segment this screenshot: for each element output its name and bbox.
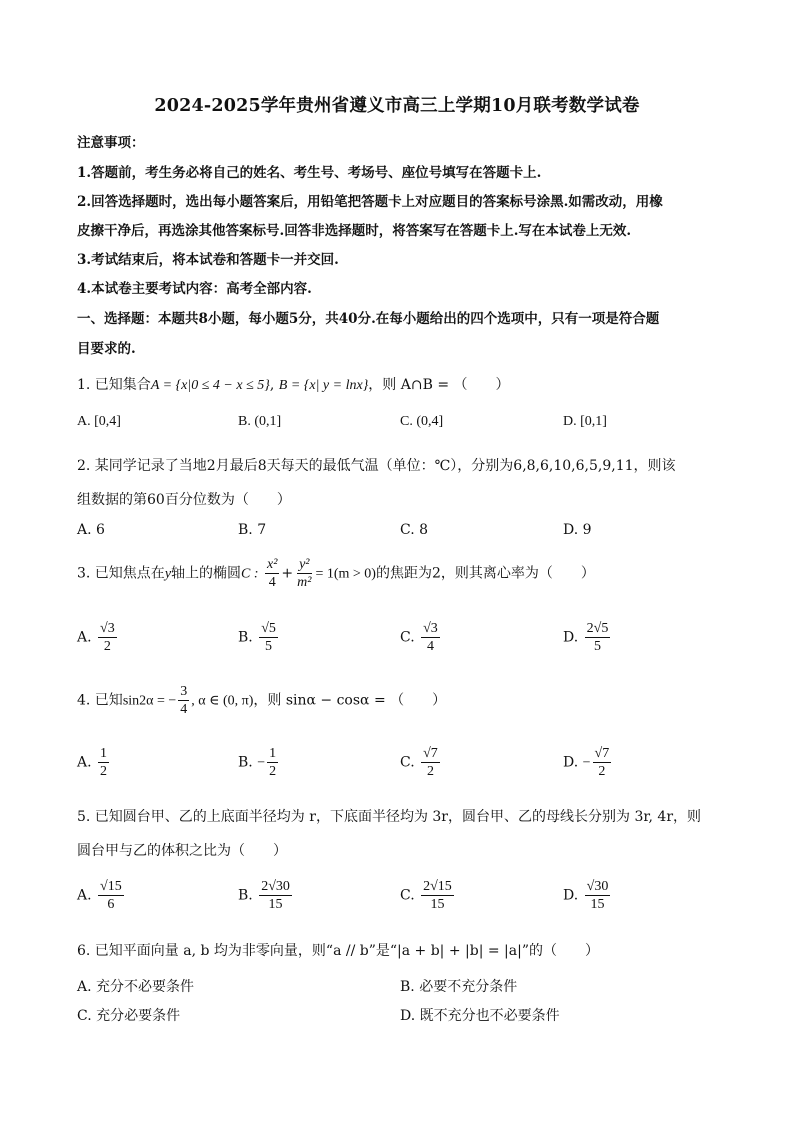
q2-option-b[interactable]: B. 7 [238,522,267,538]
question-2-line-1: 2. 某同学记录了当地2月最后8天每天的最低气温（单位：℃），分别为6,8,6,10,6,5,9,11，则该 [77,458,676,474]
question-5-line-1: 5. 已知圆台甲、乙的上底面半径均为 r，下底面半径均为 3r，圆台甲、乙的母线长分别为 3r, 4r，则 [77,809,702,825]
note-item-4: 4.本试卷主要考试内容：高考全部内容. [77,281,312,297]
q5-option-d[interactable]: D. $\frac{√30}{15}$ [563,879,609,912]
q6-option-d[interactable]: D. 既不充分也不必要条件 [400,1008,560,1024]
note-item-2a: 2.回答选择题时，选出每小题答案后，用铅笔把答题卡上对应题目的答案标号涂黑.如需改动，用橡 [77,194,663,210]
q3-option-b[interactable]: B. $\frac{√5}{5}$ [238,621,276,654]
page-title: 2024-2025学年贵州省遵义市高三上学期10月联考数学试卷 [154,96,640,116]
notes-heading: 注意事项： [77,135,145,151]
q3-option-c[interactable]: C. $\frac{√3}{4}$ [400,621,438,654]
fraction: $\frac{√30}{15}$ [586,879,609,912]
fraction: $\frac{\text{x²}}{4}$ [266,557,278,590]
q5-option-a[interactable]: A. $\frac{√15}{6}$ [77,879,122,912]
fraction: $\frac{2√30}{15}$ [261,879,290,912]
q3-option-d[interactable]: D. $\frac{2√5}{5}$ [563,621,609,654]
question-1: 1. 已知集合A = {x|0 ≤ 4 − x ≤ 5}, B = {x| y = lnx}，则 A∩B = （ ） [77,377,510,393]
fraction: $\frac{1}{2}$ [100,746,108,779]
question-2-line-2: 组数据的第60百分位数为（ ） [77,492,291,508]
fraction: $\frac{2√5}{5}$ [586,621,609,654]
fraction: $\frac{√3}{4}$ [423,621,438,654]
question-4: 4. 已知sin2α = − $\frac{3}{4}$ , α ∈ (0, π)，则 sinα − cosα = （ ） [77,684,447,717]
q1-option-b[interactable]: B. (0,1] [238,414,282,429]
q4-option-d[interactable]: D. − $\frac{√7}{2}$ [563,746,610,779]
fraction: $\frac{1}{2}$ [269,746,277,779]
q4-option-c[interactable]: C. $\frac{√7}{2}$ [400,746,438,779]
q4-option-a[interactable]: A. $\frac{1}{2}$ [77,746,108,779]
note-item-1: 1.答题前，考生务必将自己的姓名、考生号、考场号、座位号填写在答题卡上. [77,165,542,181]
q1-option-a[interactable]: A. [0,4] [77,414,121,429]
section-heading: 一、选择题：本题共8小题，每小题5分，共40分.在每小题给出的四个选项中，只有一项是符合题 [77,311,660,327]
q1-option-d[interactable]: D. [0,1] [563,414,607,429]
fraction: $\frac{3}{4}$ [180,684,188,717]
fraction: $\frac{√5}{5}$ [261,621,276,654]
fraction: $\frac{2√15}{15}$ [423,879,452,912]
q6-option-b[interactable]: B. 必要不充分条件 [400,979,518,995]
fraction: $\frac{√7}{2}$ [423,746,438,779]
section-heading-cont: 目要求的. [77,341,136,357]
question-6: 6. 已知平面向量 a, b 均为非零向量，则“a // b”是“|a + b| + |b| = |a|”的（ ） [77,943,599,959]
q6-option-a[interactable]: A. 充分不必要条件 [77,979,195,995]
question-3: 3. 已知焦点在y轴上的椭圆C : $\frac{\text{x²}}{4}$ + $\frac{\text{y²}}{\text{m²}}$ = 1(m > 0)的焦距为2，则其离心率为（ ） [77,557,595,590]
q1-option-c[interactable]: C. (0,4] [400,414,444,429]
question-5-line-2: 圆台甲与乙的体积之比为（ ） [77,843,287,859]
set-a: A = {x|0 ≤ 4 − x ≤ 5} [150,378,270,393]
q4-option-b[interactable]: B. − $\frac{1}{2}$ [238,746,277,779]
fraction: $\frac{\text{y²}}{\text{m²}}$ [297,557,312,590]
q2-option-d[interactable]: D. 9 [563,522,592,538]
q5-option-c[interactable]: C. $\frac{2√15}{15}$ [400,879,452,912]
fraction: $\frac{√15}{6}$ [100,879,122,912]
note-item-3: 3.考试结束后，将本试卷和答题卡一并交回. [77,252,339,268]
note-item-2b: 皮擦干净后，再选涂其他答案标号.回答非选择题时，将答案写在答题卡上.写在本试卷上无效. [77,223,632,239]
q6-option-c[interactable]: C. 充分必要条件 [77,1008,181,1024]
q2-option-a[interactable]: A. 6 [77,522,105,538]
q5-option-b[interactable]: B. $\frac{2√30}{15}$ [238,879,290,912]
set-b: B = {x| y = lnx} [278,378,369,393]
fraction: $\frac{√3}{2}$ [100,621,115,654]
q2-option-c[interactable]: C. 8 [400,522,429,538]
q3-option-a[interactable]: A. $\frac{√3}{2}$ [77,621,115,654]
fraction: $\frac{√7}{2}$ [594,746,610,779]
